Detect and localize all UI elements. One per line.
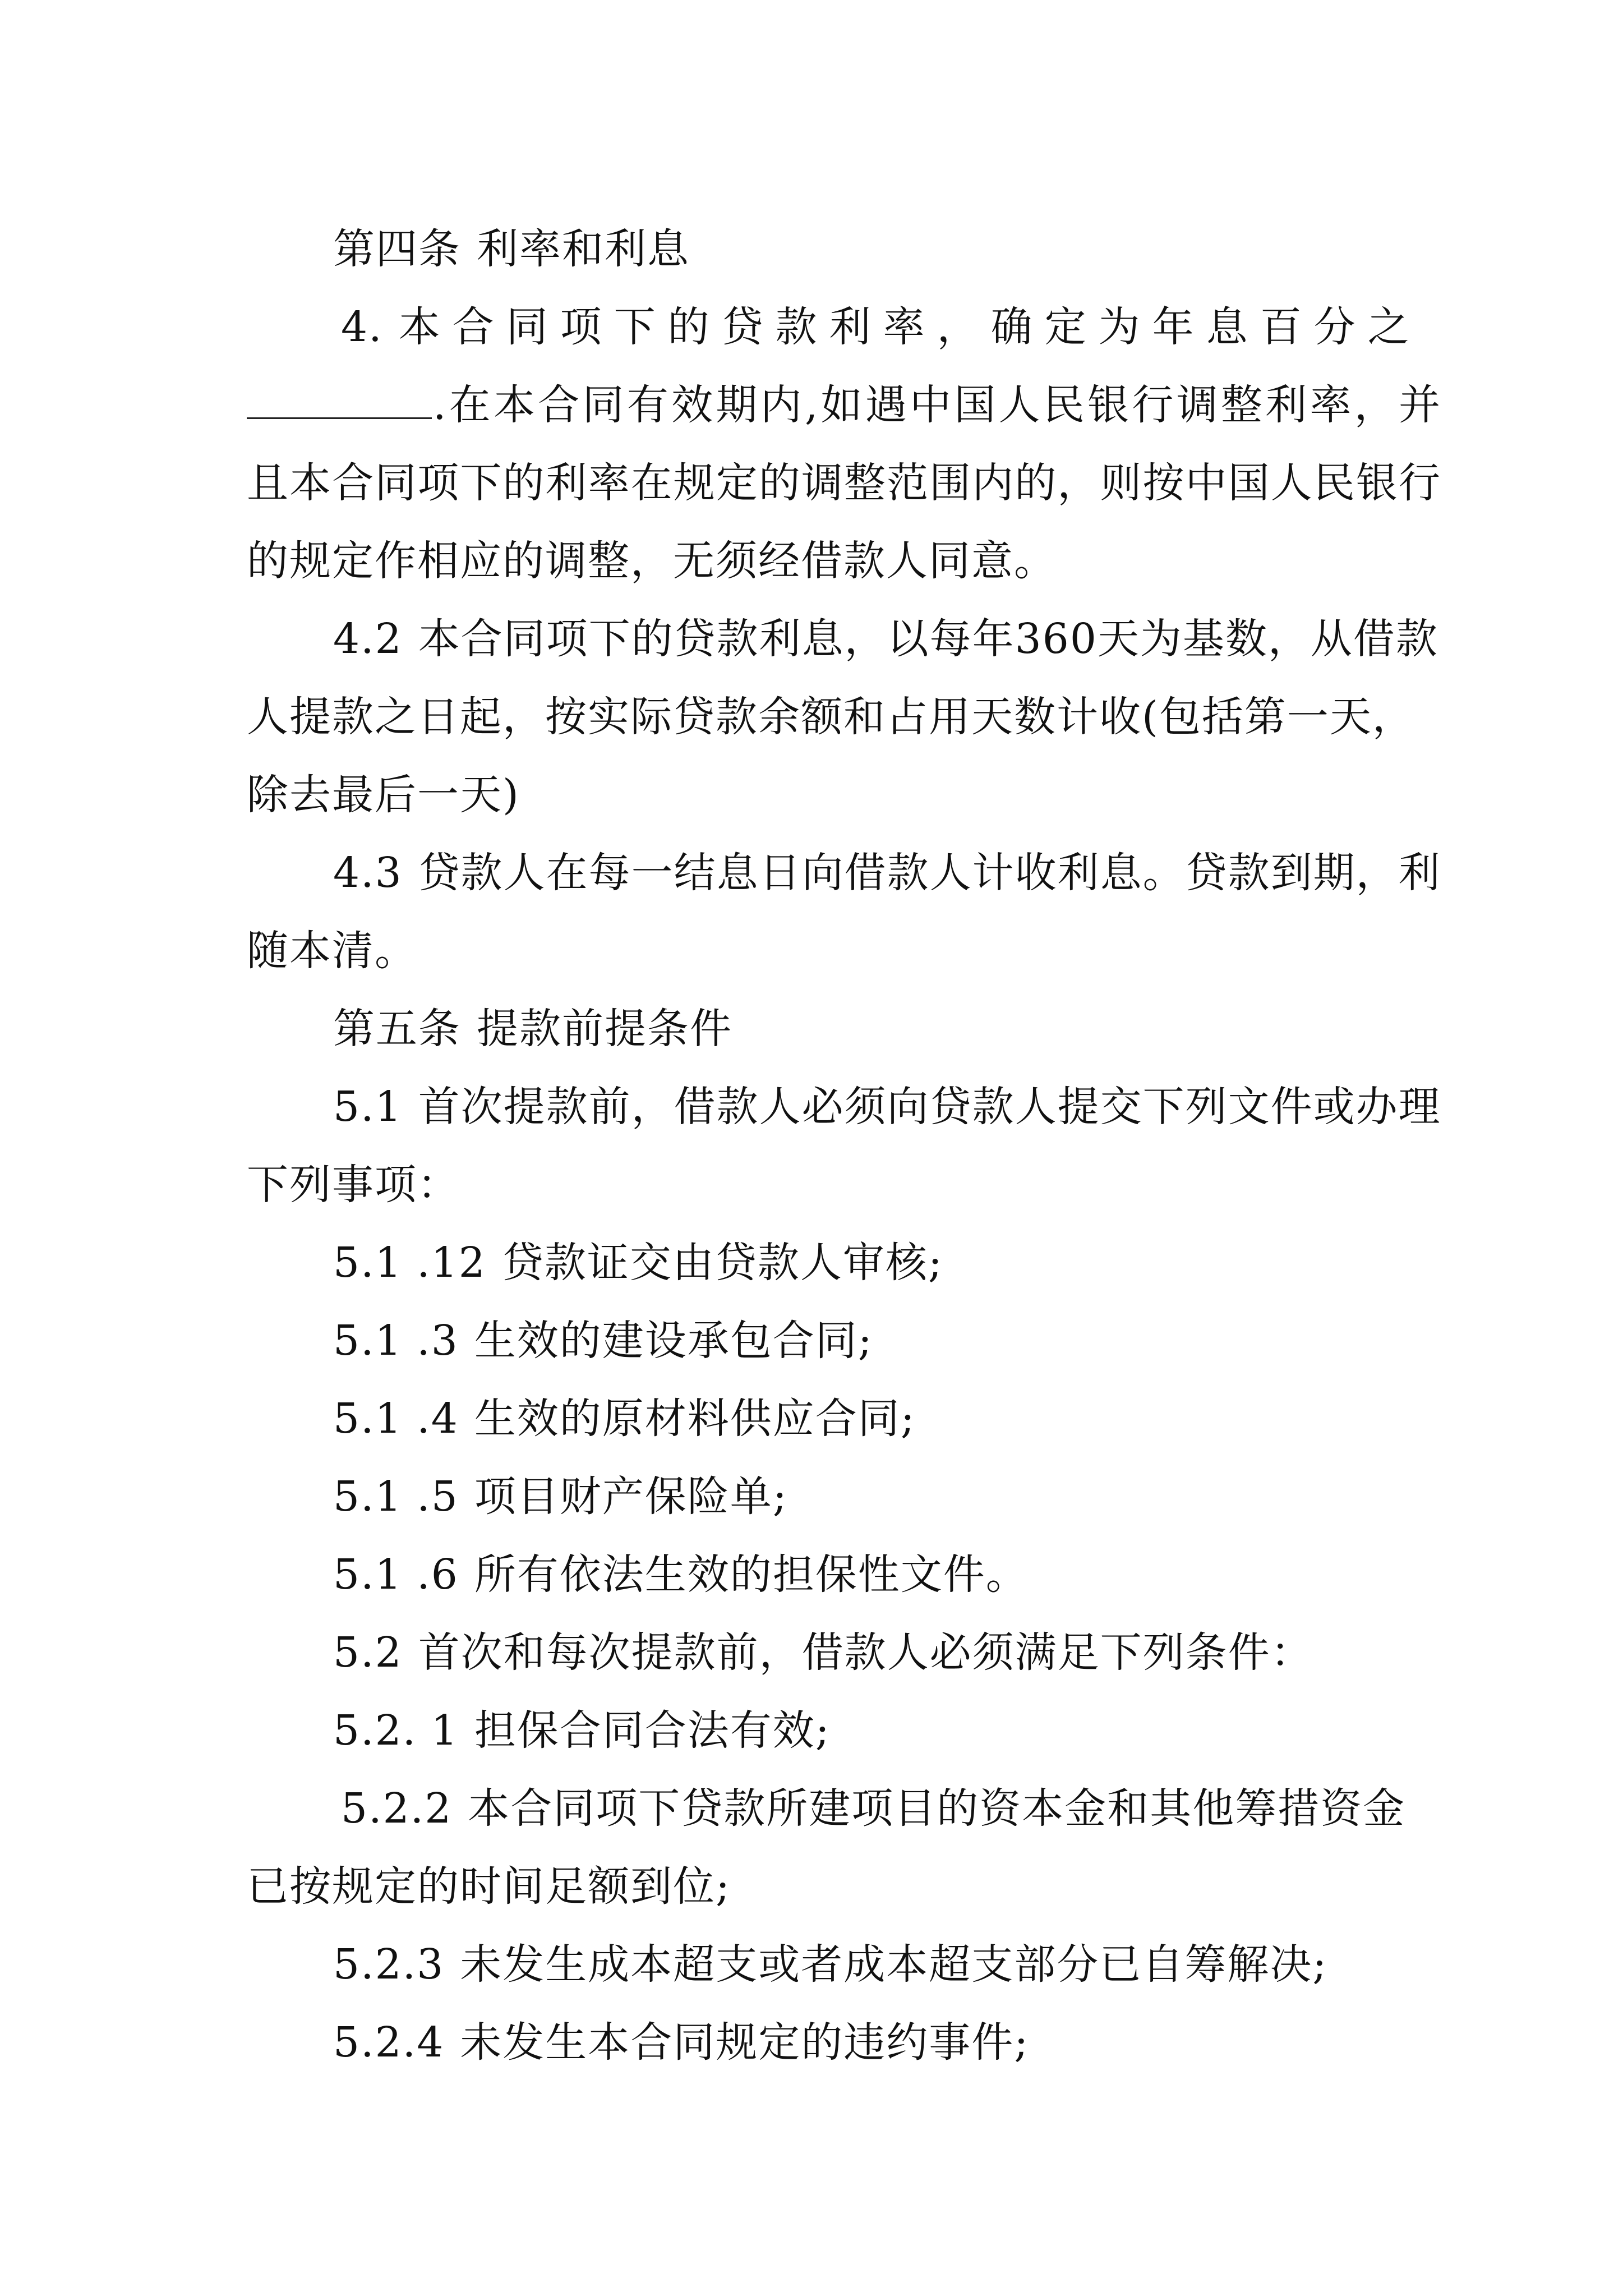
rate-blank-line <box>247 378 432 419</box>
list-item <box>247 2004 1441 2082</box>
clause-number: 4.3 <box>333 849 403 897</box>
clause-text: 本合同项下的贷款利息，以每年360天为基数，从借款人提款之日起，按实际贷款余额和占用天数计收(包括第一天，除去最后一天) <box>247 615 1438 819</box>
item-number: 5.2.4 <box>333 2018 445 2067</box>
article-5-heading <box>247 990 1441 1068</box>
list-item <box>247 1302 1441 1380</box>
clause-5-1 <box>247 1068 1441 1224</box>
item-text: 本合同项下贷款所建项目的资本金和其他筹措资金已按规定的时间足额到位; <box>247 1784 1406 1911</box>
item-number: 5.2.2 <box>341 1784 453 1833</box>
item-text: 生效的建设承包合同; <box>474 1317 873 1365</box>
clause-text: 贷款人在每一结息日向借款人计收利息。贷款到期，利随本清。 <box>247 849 1441 975</box>
clause-4-1 <box>247 288 1441 600</box>
list-item <box>247 1926 1441 2004</box>
item-text: 生效的原材料供应合同; <box>474 1395 916 1443</box>
clause-number: 4.2 <box>333 615 403 663</box>
clause-number: 5.1 <box>333 1083 403 1131</box>
clause-text: 本合同项下的贷款利率，确定为年息百分之 <box>398 303 1422 351</box>
article-number: 第五条 <box>333 1005 461 1053</box>
article-4-heading <box>247 210 1441 288</box>
item-number: 5.1 .5 <box>333 1473 459 1521</box>
clause-text: .在本合同有效期内,如遇中国人民银行调整利率，并且本合同项下的利率在规定的调整范围内的，则按中国人民银行的规定作相应的调整，无须经借款人同意。 <box>247 381 1441 585</box>
list-item <box>247 1458 1441 1536</box>
clause-text: 首次和每次提款前，借款人必须满足下列条件： <box>418 1628 1313 1677</box>
article-title: 提款前提条件 <box>477 1005 732 1053</box>
item-number: 5.1 .4 <box>333 1395 459 1443</box>
item-text: 未发生成本超支或者成本超支部分已自筹解决; <box>460 1940 1328 1989</box>
item-text: 未发生本合同规定的违约事件; <box>460 2018 1030 2067</box>
clause-number: 4. <box>341 303 383 351</box>
item-text: 所有依法生效的担保性文件。 <box>474 1550 1029 1599</box>
clause-4-3 <box>247 834 1441 990</box>
list-item <box>247 1692 1441 1770</box>
item-text: 贷款证交由贷款人审核; <box>501 1239 943 1287</box>
item-number: 5.2.3 <box>333 1940 445 1989</box>
item-number: 5.1 .12 <box>333 1239 486 1287</box>
item-number: 5.1 .3 <box>333 1317 459 1365</box>
article-title: 利率和利息 <box>477 225 690 273</box>
clause-text: 首次提款前，借款人必须向贷款人提交下列文件或办理下列事项： <box>247 1083 1441 1209</box>
item-text: 担保合同合法有效; <box>474 1706 831 1755</box>
list-item <box>247 1224 1441 1302</box>
item-number: 5.1 .6 <box>333 1550 459 1599</box>
clause-4-2 <box>247 600 1441 834</box>
clause-5-2 <box>247 1614 1441 1692</box>
clause-number: 5.2 <box>333 1628 403 1677</box>
list-item <box>247 1770 1441 1926</box>
list-item <box>247 1536 1441 1614</box>
article-number: 第四条 <box>333 225 461 273</box>
item-number: 5.2. 1 <box>333 1706 459 1755</box>
list-item <box>247 1380 1441 1458</box>
item-text: 项目财产保险单; <box>474 1473 788 1521</box>
contract-text <box>247 210 1441 2082</box>
